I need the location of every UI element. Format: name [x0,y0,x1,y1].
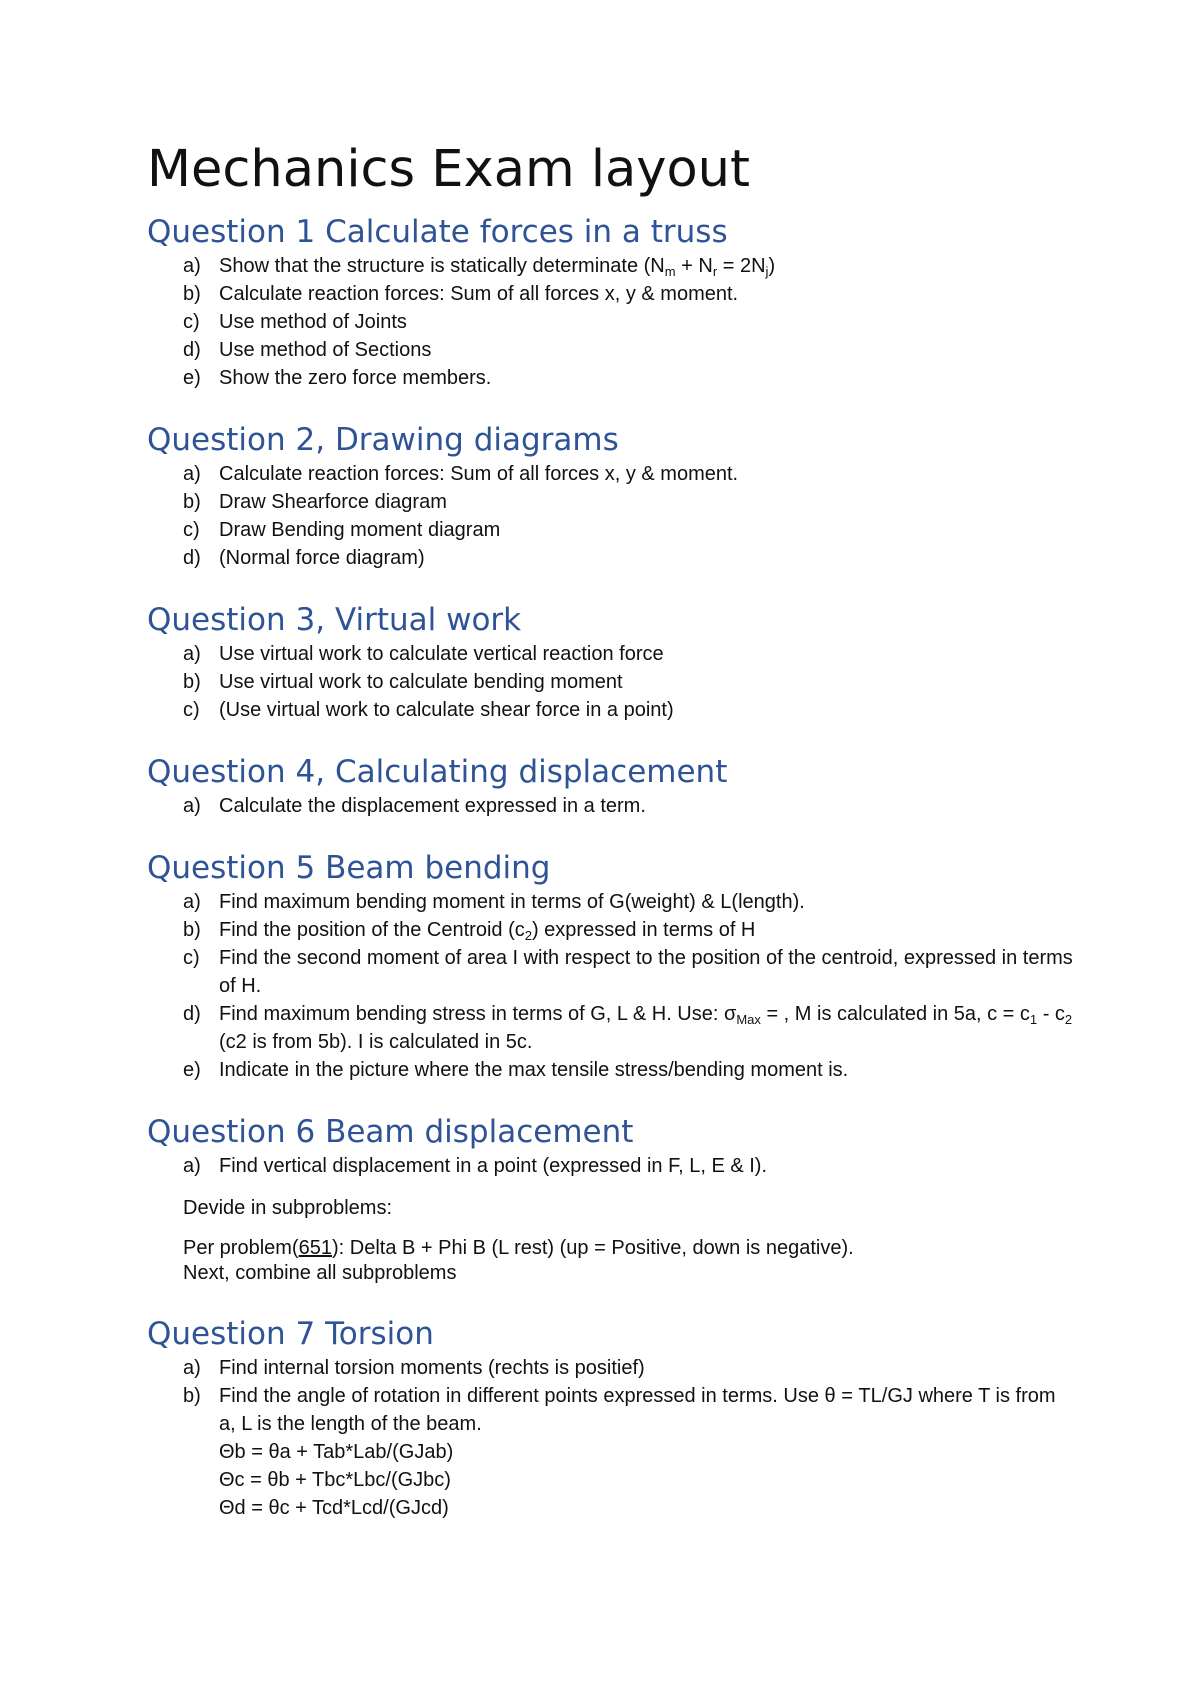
list-item [147,488,1077,516]
paragraph-text-part: Per problem( [183,1237,299,1259]
item-text: Use virtual work to calculate bending moment [219,671,623,693]
formula-theta-b: Θb = θa + Tab*Lab/(GJab) [219,1441,454,1463]
item-label: a) [183,463,201,485]
item-label: a) [183,1357,201,1379]
item-text: (Use virtual work to calculate shear force in a point) [219,699,674,721]
list-item [147,308,1077,336]
subscript: Max [736,1012,761,1027]
question-1-section [147,212,1077,392]
item-label: a) [183,891,201,913]
item-text-part: Find maximum bending stress in terms of G, L & H. Use: σ [219,1003,737,1025]
question-3-heading: Question 3, Virtual work [147,602,522,638]
list-item [147,888,1077,916]
item-label: e) [183,367,201,389]
subscript: r [712,264,718,279]
question-7-section [147,1314,1077,1522]
item-label: a) [183,1155,201,1177]
item-text: Find maximum bending moment in terms of G(weight) & L(length). [219,891,805,913]
item-text-part: + N [675,255,713,277]
question-2-list [147,460,1077,572]
list-item [147,1382,1077,1522]
document-title: Mechanics Exam layout [147,140,750,199]
subscript: j [765,264,769,279]
item-text [219,916,1077,944]
list-item [147,1056,1077,1084]
item-text: Use virtual work to calculate vertical reaction force [219,643,664,665]
item-text: Indicate in the picture where the max tensile stress/bending moment is. [219,1059,849,1081]
item-text: Calculate reaction forces: Sum of all forces x, y & moment. [219,463,739,485]
item-label: a) [183,643,201,665]
list-item [147,336,1077,364]
item-text: Calculate the displacement expressed in a term. [219,795,646,817]
question-2-heading: Question 2, Drawing diagrams [147,422,619,458]
list-item [147,944,1077,1000]
item-text-part: ) expressed in terms of H [531,919,756,941]
item-label: b) [183,491,201,513]
list-item [147,1000,1077,1056]
item-label: d) [183,547,201,569]
list-item [147,1152,1077,1180]
item-text-part: ) [768,255,776,277]
question-6-list [147,1152,1077,1180]
subscript: 2 [524,928,532,943]
question-6-section [147,1112,1077,1286]
problem-reference-link[interactable]: 651 [298,1237,332,1259]
item-label: c) [183,311,200,333]
item-text [219,1382,1077,1522]
list-item [147,916,1077,944]
item-text [219,1000,1077,1056]
item-label: d) [183,1003,201,1025]
question-4-list [147,792,1077,820]
item-text-part: - c [1037,1003,1065,1025]
item-text: Use method of Joints [219,311,407,333]
item-label: a) [183,255,201,277]
item-text-part: = , M is calculated in 5a, c = c [760,1003,1030,1025]
item-label: b) [183,919,201,941]
list-item [147,640,1077,668]
question-6-heading: Question 6 Beam displacement [147,1114,634,1150]
question-4-heading: Question 4, Calculating displacement [147,754,728,790]
paragraph-subproblems: Devide in subproblems: [183,1197,392,1219]
list-item [147,792,1077,820]
item-label: c) [183,519,200,541]
list-item [147,280,1077,308]
item-label: e) [183,1059,201,1081]
item-label: b) [183,283,201,305]
list-item [147,364,1077,392]
item-text: Draw Shearforce diagram [219,491,447,513]
paragraph-per-problem [183,1236,1077,1261]
subscript: 2 [1064,1012,1073,1027]
item-text-part: (c2 is from 5b). I is calculated in 5c. [219,1031,533,1053]
paragraph-combine: Next, combine all subproblems [183,1262,457,1284]
list-item [147,1354,1077,1382]
item-text-part: Find the position of the Centroid (c [219,919,525,941]
question-5-section [147,848,1077,1084]
list-item [147,668,1077,696]
list-item [147,252,1077,280]
item-text: Find internal torsion moments (rechts is positief) [219,1357,645,1379]
question-5-heading: Question 5 Beam bending [147,850,551,886]
item-label: b) [183,671,201,693]
question-4-section [147,752,1077,820]
question-1-list [147,252,1077,392]
question-7-heading: Question 7 Torsion [147,1316,434,1352]
question-5-list [147,888,1077,1084]
question-2-section [147,420,1077,572]
item-text: Find vertical displacement in a point (expressed in F, L, E & I). [219,1155,768,1177]
paragraph-text-part: ): Delta B + Phi B (L rest) (up = Positive, down is negative). [331,1237,854,1259]
item-text-part: Find the angle of rotation in different points expressed in terms. Use θ = TL/GJ where T is from a, L is the length of the beam. [219,1385,1056,1435]
item-text: (Normal force diagram) [219,547,425,569]
question-7-list [147,1354,1077,1522]
question-3-list [147,640,1077,724]
item-text: Use method of Sections [219,339,432,361]
question-3-section [147,600,1077,724]
item-label: c) [183,947,200,969]
subscript: 1 [1029,1012,1038,1027]
item-text: Draw Bending moment diagram [219,519,501,541]
document-page [147,140,1077,1550]
item-text: Calculate reaction forces: Sum of all forces x, y & moment. [219,283,739,305]
item-text-part: = 2N [717,255,766,277]
list-item [147,544,1077,572]
question-1-heading: Question 1 Calculate forces in a truss [147,214,728,250]
item-label: c) [183,699,200,721]
item-text [219,252,1077,280]
list-item [147,696,1077,724]
formula-theta-d: Θd = θc + Tcd*Lcd/(GJcd) [219,1497,449,1519]
item-text: Show the zero force members. [219,367,492,389]
item-text: Find the second moment of area I with respect to the position of the centroid, expressed in terms of H. [219,947,1073,997]
item-label: a) [183,795,201,817]
item-text-part: Show that the structure is statically determinate (N [219,255,665,277]
list-item [147,460,1077,488]
subscript: m [664,264,676,279]
list-item [147,516,1077,544]
formula-theta-c: Θc = θb + Tbc*Lbc/(GJbc) [219,1469,451,1491]
item-label: b) [183,1385,201,1407]
item-label: d) [183,339,201,361]
